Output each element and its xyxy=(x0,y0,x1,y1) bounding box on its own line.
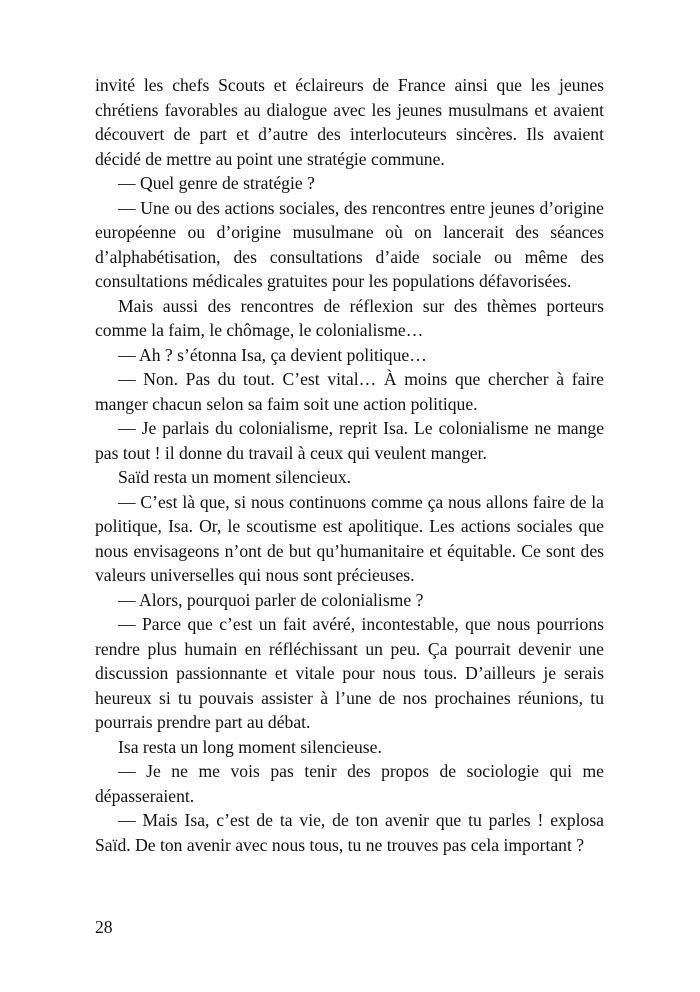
dialogue-line: — Ah ? s’étonna Isa, ça devient politique… xyxy=(118,344,427,365)
page-number: 28 xyxy=(95,917,113,937)
dialogue-line: — Je ne me vois pas tenir des propos de sociologie qui me dépasseraient. xyxy=(95,761,604,806)
dialogue-line: — C’est là que, si nous continuons comme ça nous allons faire de la politique, Isa. Or, le scoutisme est apolitique. Les actions sociales que nous envisageons n’ont de but qu’humanitaire et équitable. Ce sont des valeurs universelles qui nous sont précieuses. xyxy=(95,491,604,585)
paragraph: Mais aussi des rencontres de réflexion sur des thèmes porteurs comme la faim, le chômage, le colonialisme… xyxy=(95,295,604,340)
dialogue-line: — Mais Isa, c’est de ta vie, de ton avenir que tu parles ! explosa Saïd. De ton avenir avec nous tous, tu ne trouves pas cela important ? xyxy=(95,810,604,855)
paragraph: Isa resta un long moment silencieuse. xyxy=(118,736,382,757)
dialogue-line: — Alors, pourquoi parler de colonialisme ? xyxy=(118,589,424,610)
dialogue-line: — Une ou des actions sociales, des rencontres entre jeunes d’origine européenne ou d’origine musulmane où on lancerait des séances d’alphabétisation, des consultations d’aide sociale ou même des consultations médicales gratuites pour les populations défavorisées. xyxy=(95,197,604,291)
dialogue-line: — Je parlais du colonialisme, reprit Isa. Le colonialisme ne mange pas tout ! il donne du travail à ceux qui veulent manger. xyxy=(95,418,604,463)
dialogue-line: — Quel genre de stratégie ? xyxy=(118,173,315,193)
paragraph: Saïd resta un moment silencieux. xyxy=(118,467,352,487)
dialogue-line: — Non. Pas du tout. C’est vital… À moins que chercher à faire manger chacun selon sa faim soit une action politique. xyxy=(95,369,604,414)
paragraph-continuation: invité les chefs Scouts et éclaireurs de France ainsi que les jeunes chrétiens favorables au dialogue avec les jeunes musulmans et avaient découvert de part et d’autre des interlocuteurs sincères. Ils avaient décidé de mettre au point une stratégie commune. xyxy=(95,75,604,169)
dialogue-line: — Parce que c’est un fait avéré, incontestable, que nous pourrions rendre plus humain en réfléchissant un peu. Ça pourrait devenir une discussion passionnante et vitale pour nous tous. D’ailleurs je serais heureux si tu pouvais assister à l’une de nos prochaines réunions, tu pourrais prendre part au débat. xyxy=(95,614,604,732)
page-body xyxy=(95,73,604,857)
